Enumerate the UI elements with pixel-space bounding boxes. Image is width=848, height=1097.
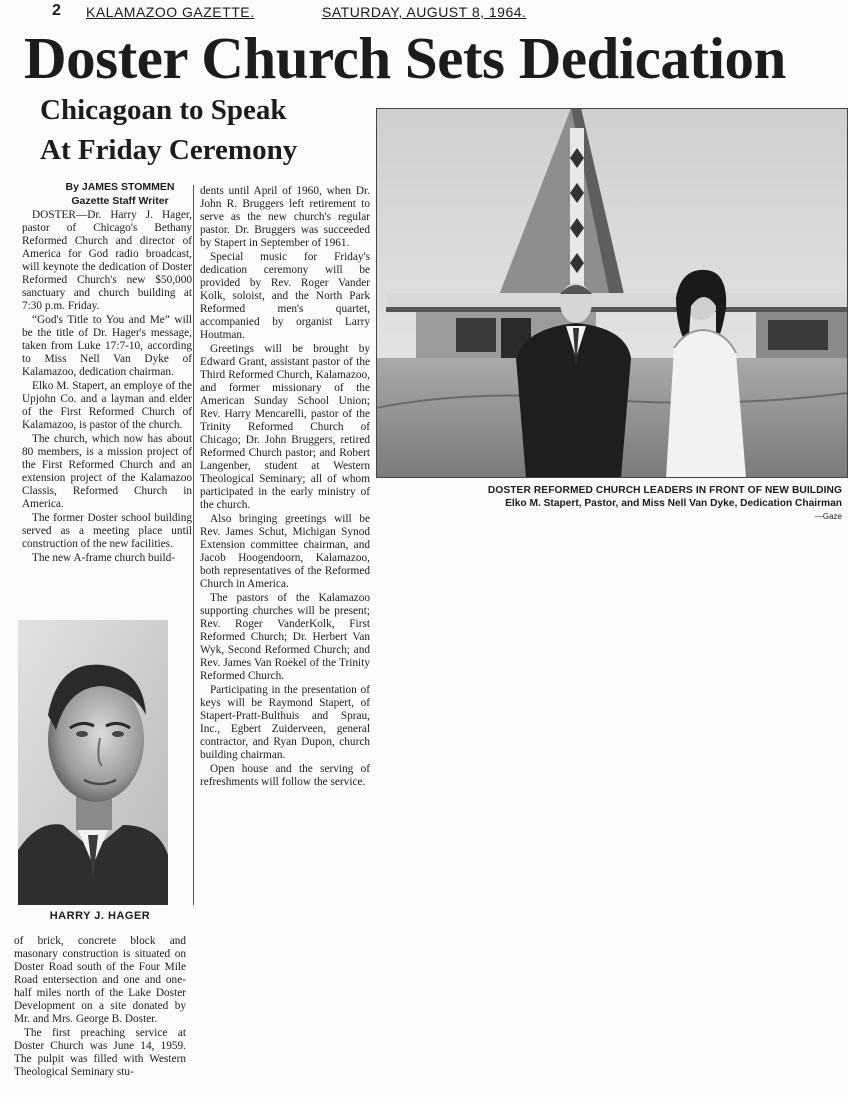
subhead-line-2: At Friday Ceremony — [40, 134, 298, 166]
portrait-caption: HARRY J. HAGER — [49, 910, 151, 922]
paragraph: Participating in the presentation of keys will be Raymond Stapert, of Stapert-Pratt-Bulthuis and Sprau, Inc., Egbert Zuiderveen, general contractor, and Ryan Dupon, church building chairman. — [200, 684, 370, 761]
byline-role: Gazette Staff Writer — [71, 195, 169, 207]
paragraph: Greetings will be brought by Edward Grant, assistant pastor of the Third Reformed Church, Kalamazoo, and former missionary of the American Sunday School Union; Rev. Harry Mencarelli, pastor of the Trinity Reformed Church of Chicago; Dr. John Bruggers, retired Reformed Church pastor; and Robert Langenber, student at Western Theological Seminary; all of whom participated in the early ministry of the church. — [200, 343, 370, 511]
article-column-2 — [200, 185, 370, 905]
publication-name: KALAMAZOO GAZETTE. — [86, 4, 255, 20]
subhead — [40, 90, 360, 170]
photo-credit: —Gaze — [814, 512, 842, 521]
paragraph: DOSTER—Dr. Harry J. Hager, pastor of Chicago's Bethany Reformed Church and director of America for God radio broadcast, will keynote the dedication of Doster Reformed Church's new $50,000 sanctuary and church building at 7:30 p.m. Friday. — [22, 209, 192, 312]
photo-caption-subtitle: Elko M. Stapert, Pastor, and Miss Nell Van Dyke, Dedication Chairman — [505, 498, 842, 509]
subhead-line-1: Chicagoan to Speak — [40, 94, 287, 126]
masthead — [52, 3, 532, 23]
byline — [50, 180, 190, 208]
paragraph: of brick, concrete block and masonary construction is situated on Doster Road south of the Four Mile Road entersection and one and one-half miles north of the Lake Doster Development on a site donated by Mr. and Mrs. George B. Doster. — [14, 935, 186, 1025]
paragraph: The pastors of the Kalamazoo supporting churches will be present; Rev. Roger VanderKolk, First Reformed Church; Dr. Herbert Van Wyk, Second Reformed Church; and Rev. James Van Roekel of the Trinity Reformed Church. — [200, 592, 370, 682]
publication-date: SATURDAY, AUGUST 8, 1964. — [322, 4, 527, 20]
paragraph: Special music for Friday's dedication ceremony will be provided by Rev. Roger Vander Kolk, soloist, and the North Park Reformed men's quartet, accompanied by organist Larry Houtman. — [200, 251, 370, 341]
byline-author: By JAMES STOMMEN — [65, 181, 175, 193]
portrait-illustration — [18, 620, 168, 905]
page-number: 2 — [52, 2, 62, 19]
paragraph: The former Doster school building served as a meeting place until construction of the new facilities. — [22, 512, 192, 550]
headline: Doster Church Sets Dedication — [24, 25, 786, 91]
photo-caption-title: DOSTER REFORMED CHURCH LEADERS IN FRONT OF NEW BUILDING — [487, 485, 842, 496]
photo-caption — [376, 484, 842, 523]
paragraph: Elko M. Stapert, an employe of the Upjohn Co. and a layman and elder of the First Reformed Church of Kalamazoo, is pastor of the church. — [22, 380, 192, 431]
column-divider — [193, 185, 194, 905]
article-column-1 — [22, 209, 192, 614]
paragraph: The church, which now has about 80 members, is a mission project of the First Reformed Church and an extension project of the Kalamazoo Classis, Reformed Church in America. — [22, 433, 192, 510]
paragraph: The new A-frame church build- — [32, 552, 176, 564]
church-photo-illustration — [376, 108, 848, 478]
paragraph: Also bringing greetings will be Rev. James Schut, Michigan Synod Extension committee chairman, and Jacob Hoogendoorn, Kalamazoo, both representatives of the Reformed Church in America. — [200, 513, 370, 590]
paragraph: The first preaching service at Doster Church was June 14, 1959. The pulpit was filled with Western Theological Seminary stu- — [14, 1027, 186, 1078]
church-photo — [376, 108, 848, 478]
paragraph: “God's Title to You and Me” will be the title of Dr. Hager's message, taken from Luke 17:7-10, according to Miss Nell Van Dyke of Kalamazoo, dedication chairman. — [22, 314, 192, 378]
article-column-3 — [14, 935, 186, 1097]
portrait-photo — [18, 620, 168, 905]
paragraph: dents until April of 1960, when Dr. John R. Bruggers left retirement to serve as the new church's regular pastor. Dr. Bruggers was succeeded by Stapert in September of 1961. — [200, 185, 370, 249]
paragraph: Open house and the serving of refreshments will follow the service. — [200, 763, 370, 788]
